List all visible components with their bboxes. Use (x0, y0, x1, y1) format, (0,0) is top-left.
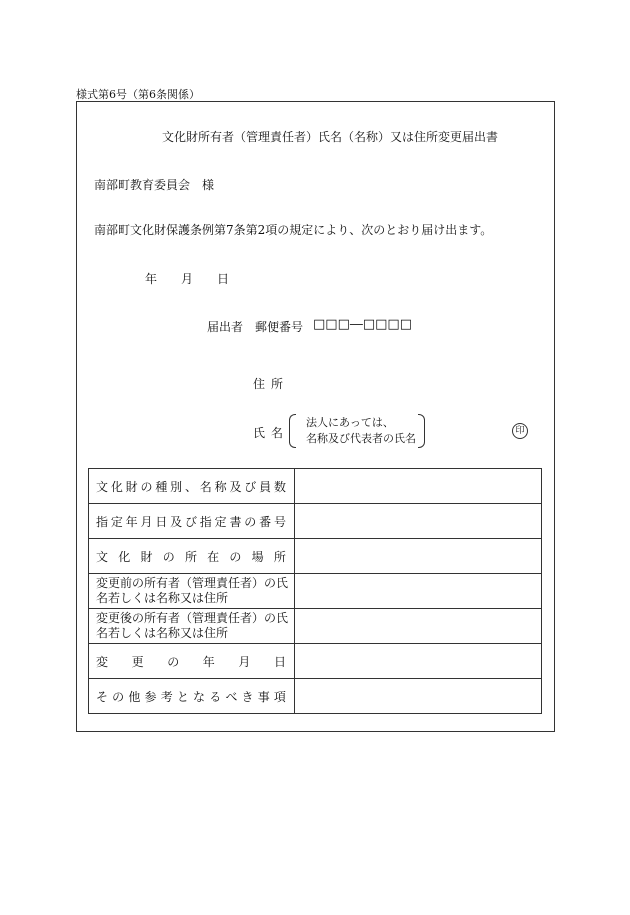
table-row (89, 539, 542, 574)
intro-text: 南部町文化財保護条例第7条第2項の規定により、次のとおり届け出ます。 (94, 223, 493, 237)
table-row (89, 609, 542, 644)
row-label-cell (89, 469, 295, 504)
table-row (89, 679, 542, 714)
row-label-line-1: 変更前の所有者（管理責任者）の氏 (96, 576, 289, 590)
row-value-cell[interactable] (294, 609, 541, 644)
row-value-cell[interactable] (294, 504, 541, 539)
row-label-line-2: 名若しくは名称又は住所 (96, 626, 229, 640)
items-table (88, 468, 542, 714)
row-label: 指 定 年 月 日 及 び 指 定 書 の 番 号 (96, 514, 286, 529)
form-title: 文化財所有者（管理責任者）氏名（名称）又は住所変更届出書 (161, 130, 498, 144)
row-value-cell[interactable] (294, 679, 541, 714)
date-day-label: 日 (217, 272, 230, 286)
name-note-line-2: 名称及び代表者の氏名 (306, 432, 416, 445)
row-value-cell[interactable] (294, 469, 541, 504)
name-label: 氏名 (253, 426, 290, 440)
date-line (145, 270, 229, 287)
table-row (89, 644, 542, 679)
row-value-cell[interactable] (294, 574, 541, 609)
row-label: 変 更 の 年 月 日 (96, 654, 286, 669)
row-label-cell (89, 644, 295, 679)
table-row (89, 504, 542, 539)
row-label-cell (89, 609, 295, 644)
date-month-label: 月 (181, 272, 194, 286)
row-label-cell (89, 679, 295, 714)
row-label-line-1: 変更後の所有者（管理責任者）の氏 (96, 611, 289, 625)
table-row (89, 574, 542, 609)
bracket-left (289, 414, 296, 448)
row-value-cell[interactable] (294, 539, 541, 574)
row-label-cell (89, 504, 295, 539)
row-label-cell (89, 574, 295, 609)
postal-code-boxes[interactable]: □□□―□□□□ (313, 317, 412, 332)
address-label: 住所 (253, 377, 290, 391)
name-note-line-1: 法人にあっては、 (306, 416, 394, 429)
row-label: そ の 他 参 考 と な る べ き 事 項 (96, 689, 286, 704)
row-label-line-2: 名若しくは名称又は住所 (96, 591, 229, 605)
addressee: 南部町教育委員会 様 (94, 178, 215, 192)
bracket-right (418, 414, 425, 448)
row-label: 文 化 財 の 所 在 の 場 所 (96, 549, 286, 564)
row-label: 文 化 財 の 種 別 、 名 称 及 び 員 数 (96, 479, 286, 494)
row-label-cell (89, 539, 295, 574)
postal-code-label: 郵便番号 (255, 320, 304, 334)
table-row (89, 469, 542, 504)
form-number: 様式第6号（第6条関係） (76, 88, 200, 101)
date-year-label: 年 (145, 272, 158, 286)
row-value-cell[interactable] (294, 644, 541, 679)
seal-icon: 印 (512, 423, 528, 439)
filer-label: 届出者 (207, 320, 244, 334)
